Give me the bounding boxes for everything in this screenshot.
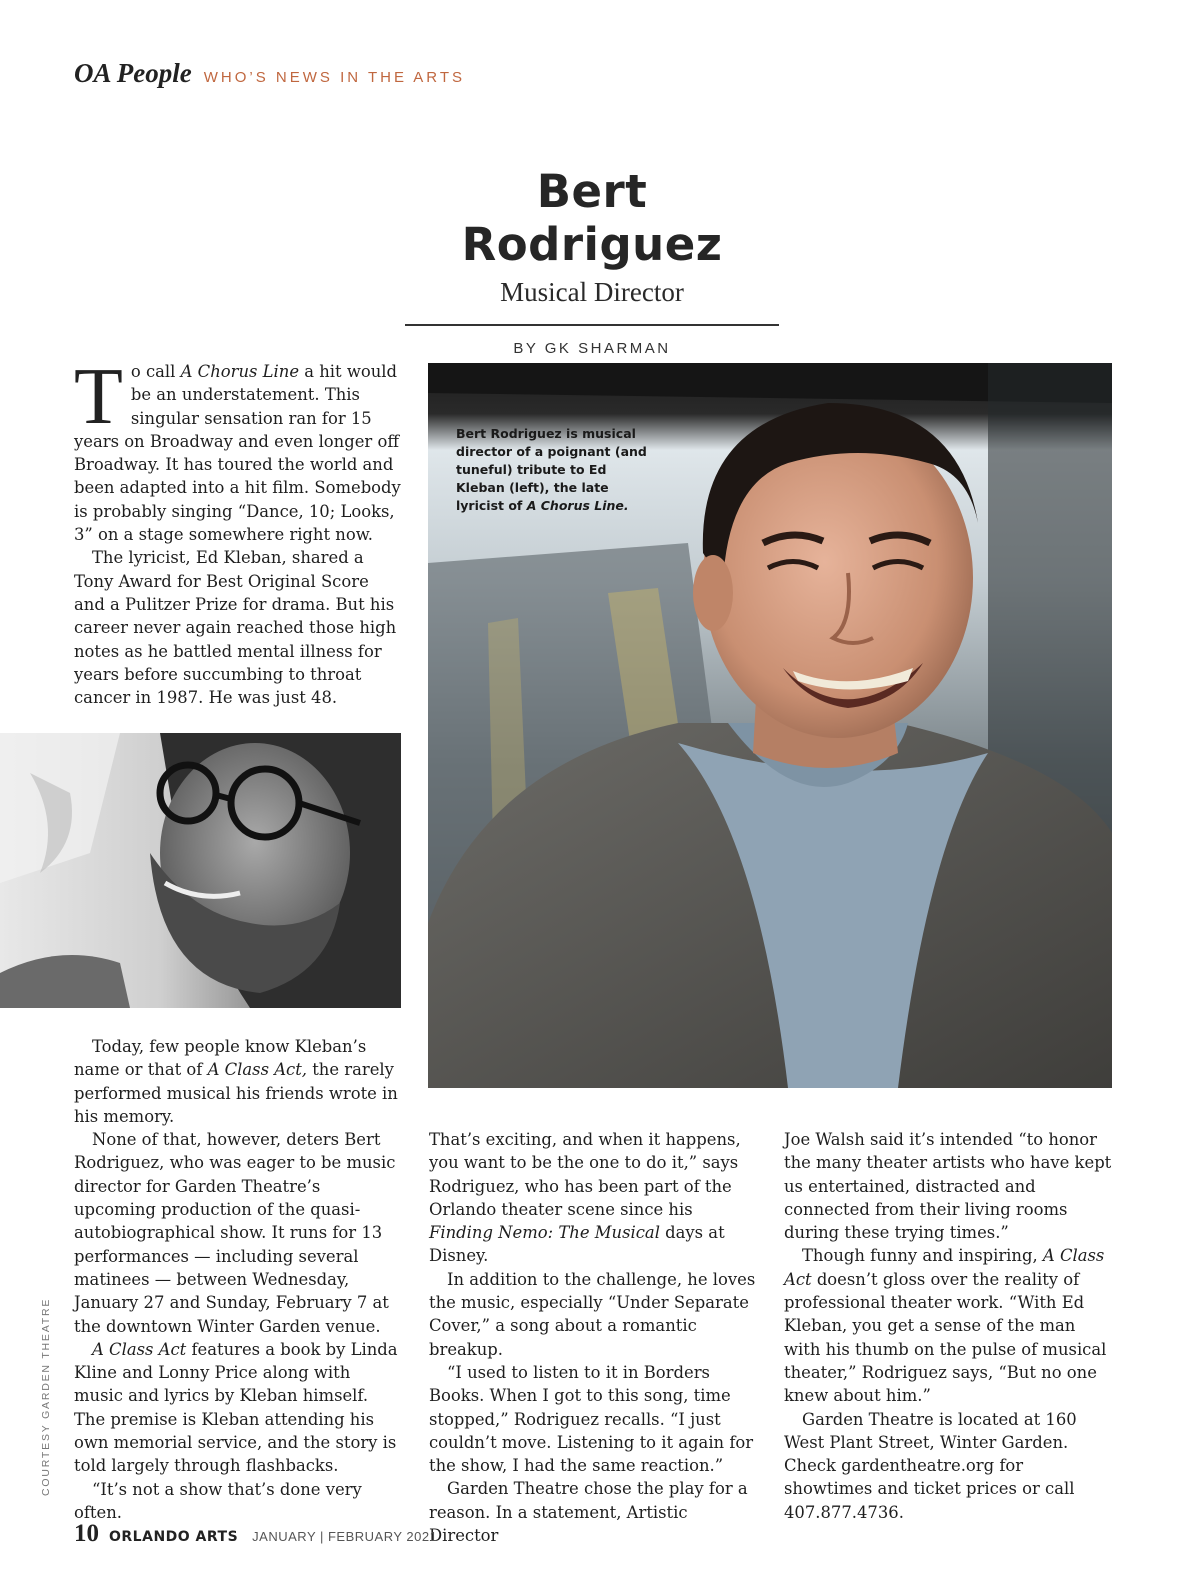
paragraph-borders: “I used to listen to it in Borders Books. When I got to this song, time stopped,” Rodriguez recalls. “I just couldn’t move. Listening to it again for the show, I had the same reaction.” xyxy=(429,1362,754,1476)
text-run: Bert Rodriguez is musical director of a poignant (and tuneful) tribute to Ed Kleban (left), the late lyricist of xyxy=(456,426,647,513)
title-rule xyxy=(405,324,779,326)
byline: BY GK SHARMAN xyxy=(513,339,671,357)
photo-ed-kleban xyxy=(0,733,401,1008)
page-footer xyxy=(74,1520,437,1548)
paragraph-exciting xyxy=(429,1128,759,1268)
publication-name: ORLANDO ARTS xyxy=(109,1529,239,1545)
text-run: Today, few people know Kleban’s name or that of xyxy=(74,1037,367,1080)
text-run: That’s exciting, and when it happens, you want to be the one to do it,” says Rodriguez, who has been part of the Orlando theater scene since his xyxy=(429,1130,741,1219)
issue-date: JANUARY | FEBRUARY 2021 xyxy=(252,1529,438,1544)
article-title: Bert Rodriguez xyxy=(461,165,723,271)
column-3 xyxy=(784,1128,1114,1524)
paragraph-walsh: Joe Walsh said it’s intended “to honor the many theater artists who have kept us entertained, distracted and connected from their living rooms during these trying times.” xyxy=(784,1130,1112,1243)
paragraph-today xyxy=(74,1035,404,1128)
italic-title: A Chorus Line. xyxy=(526,498,629,513)
paragraph-chose: Garden Theatre chose the play for a reason. In a statement, Artistic Director xyxy=(429,1479,748,1546)
italic-title: A Chorus Line xyxy=(180,362,300,381)
text-run: days at Disney. xyxy=(429,1223,725,1266)
section-header xyxy=(74,58,465,89)
italic-title: A Class Act xyxy=(784,1246,1105,1289)
page-number: 10 xyxy=(74,1520,99,1547)
paragraph-funny xyxy=(784,1244,1114,1407)
italic-title: A Class Act, xyxy=(207,1060,308,1080)
text-run: doesn’t gloss over the reality of professional theater work. “With Ed Kleban, you get a sense of the man with his thumb on the pulse of musical theater,” Rodriguez says, “But no one knew about him.” xyxy=(784,1269,1107,1406)
text-run: Though funny and inspiring, xyxy=(802,1246,1043,1266)
drop-cap: T xyxy=(74,353,123,441)
photo-credit: COURTESY GARDEN THEATRE xyxy=(40,1297,52,1496)
intro-paragraph xyxy=(74,353,402,546)
paragraph-lyricist: The lyricist, Ed Kleban, shared a Tony Award for Best Original Score and a Pulitzer Prize for drama. But his career never again reached those high notes as he battled mental illness for years before succumbing to throat cancer in 1987. He was just 48. xyxy=(74,548,397,708)
text-run: o call xyxy=(130,362,181,381)
paragraph-located: Garden Theatre is located at 160 West Plant Street, Winter Garden. Check gardentheatre.org for showtimes and ticket prices or call 407.877.4736. xyxy=(784,1409,1077,1522)
column-2 xyxy=(429,1128,759,1547)
column-1-top xyxy=(74,353,402,709)
paragraph-addition: In addition to the challenge, he loves the music, especially “Under Separate Cover,” a song about a romantic breakup. xyxy=(429,1269,756,1359)
paragraph-none: None of that, however, deters Bert Rodriguez, who was eager to be music director for Garden Theatre’s upcoming production of the quasi-autobiographical show. It runs for 13 performances — including several matinees — between Wednesday, January 27 and Sunday, February 7 at the downtown Winter Garden venue. xyxy=(74,1130,396,1336)
text-run: a hit would be an understatement. This singular sensation ran for 15 years on Broadway and even longer off Broadway. It has toured the world and been adapted into a hit film. Somebody is probably singing “Dance, 10; Looks, 3” on a stage somewhere right now. xyxy=(74,362,401,545)
paragraph-notshow: “It’s not a show that’s done very often. xyxy=(74,1479,362,1522)
text-run: features a book by Linda Kline and Lonny Price along with music and lyrics by Kleban himself. The premise is Kleban attending his own memorial service, and the story is told largely through flashbacks. xyxy=(74,1339,398,1476)
column-1-bottom xyxy=(74,1035,404,1524)
italic-title: Finding Nemo: The Musical xyxy=(429,1223,660,1243)
text-run: the rarely performed musical his friends wrote in his memory. xyxy=(74,1060,398,1126)
section-name: OA People xyxy=(74,58,192,88)
paragraph-classact xyxy=(74,1338,404,1478)
article-subtitle: Musical Director xyxy=(500,277,684,307)
title-block xyxy=(405,165,779,357)
photo-caption xyxy=(456,425,656,515)
italic-title: A Class Act xyxy=(92,1339,187,1359)
section-subtitle: WHO’S NEWS IN THE ARTS xyxy=(203,69,466,86)
